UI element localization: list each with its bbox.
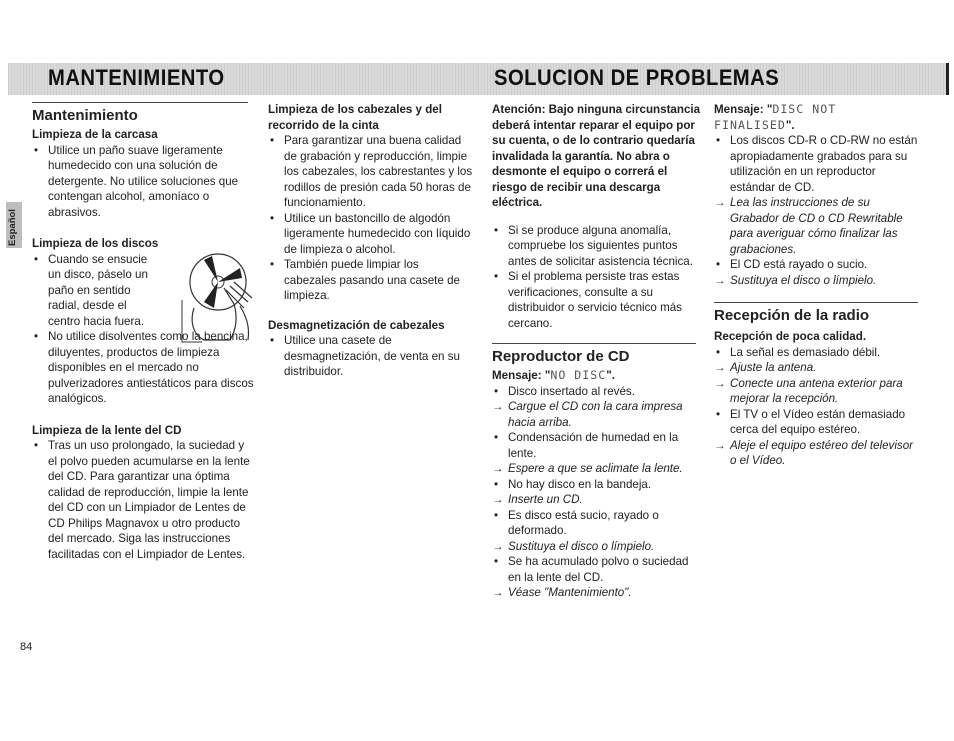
subheading-poor-reception: Recepción de poca calidad. — [714, 330, 867, 343]
header-title-maintenance: MANTENIMIENTO — [48, 65, 225, 90]
column-maintenance — [32, 102, 254, 562]
list-item: • Los discos CD-R o CD-RW no están apropiadamente grabados para su utilización en un reproductor estándar de CD. — [714, 133, 922, 195]
list-item: • No hay disco en la bandeja. — [492, 477, 702, 493]
list-item: • Tras un uso prolongado, la suciedad y el polvo pueden acumularse en la lente del CD. Para garantizar una óptima calidad de reproducción, limpie la lente del CD con un Limpiador de Lentes de CD Philips Magnavox u otro producto del mercado. Siga las instrucciones facilitadas con el Limpiador de Lentes. — [32, 438, 254, 562]
solution-item — [492, 539, 702, 555]
language-tab — [6, 202, 22, 248]
list-item: • El CD está rayado o sucio. — [714, 257, 922, 273]
page-number: 84 — [20, 641, 33, 653]
arrow-icon: → — [492, 462, 504, 475]
solution-text: Sustituya el disco o límpielo. — [730, 273, 877, 287]
solution-item — [714, 273, 922, 289]
heading-rule — [32, 102, 248, 103]
section-header-maintenance — [8, 63, 478, 95]
column-tape-heads — [268, 102, 473, 380]
heading-cd-player: Reproductor de CD — [492, 348, 630, 365]
list-item: • La señal es demasiado débil. — [714, 345, 922, 361]
arrow-icon: → — [714, 438, 726, 452]
subheading-tape-heads: Limpieza de los cabezales y del recorrido de la cinta — [268, 103, 442, 132]
message-label: Mensaje: " — [714, 103, 773, 116]
solution-text: Véase "Mantenimiento". — [508, 586, 632, 599]
message-end: ". — [606, 369, 615, 382]
list-item: • Condensación de humedad en la lente. — [492, 430, 702, 461]
heading-rule — [492, 343, 696, 344]
arrow-icon: → — [492, 539, 504, 553]
solution-item — [492, 492, 702, 508]
solution-text: Aleje el equipo estéreo del televisor o el Vídeo. — [730, 438, 914, 467]
list-item: • Cuando se ensucie un disco, páselo un paño en sentido radial, desde el centro hacia fuera. — [32, 252, 162, 330]
solution-text: Espere a que se aclimate la lente. — [508, 462, 683, 475]
heading-radio-reception: Recepción de la radio — [714, 307, 870, 324]
solution-text: Conecte una antena exterior para mejorar la recepción. — [730, 376, 903, 405]
list-discs-2 — [32, 329, 254, 407]
list-item: • Utilice un paño suave ligeramente humedecido con una solución de detergente. No utilice soluciones que contengan alcohol, amoníaco o abrasivos. — [32, 143, 254, 221]
list-item: • Utilice un bastoncillo de algodón ligeramente humedecido con líquido de limpieza o alcohol. — [268, 211, 473, 258]
solution-item — [492, 585, 702, 601]
list-cd-problems — [492, 430, 702, 461]
solution-item — [714, 438, 922, 469]
arrow-icon: → — [492, 586, 504, 599]
list-item: • Para garantizar una buena calidad de grabación y reproducción, limpie los cabezales, los cabrestantes y los rodillos de presión cada 50 horas de funcionamiento. — [268, 133, 473, 211]
solution-text: Lea las instrucciones de su Grabador de CD o CD Rewritable para averiguar cómo finalizar las grabaciones. — [730, 196, 903, 256]
warning-text: Atención: Bajo ninguna circunstancia deberá intentar reparar el equipo por su cuenta, o de lo contrario quedaría invalidada la garantía. No abra o desmonte el equipo o correrá el riesgo de recibir una descarga eléctrica. — [492, 103, 701, 209]
solution-item — [492, 461, 702, 477]
list-demagnetize — [268, 333, 473, 380]
list-cd-lens — [32, 438, 254, 562]
list-cd-problems — [492, 384, 702, 400]
subheading-housing: Limpieza de la carcasa — [32, 128, 158, 141]
list-housing — [32, 143, 254, 221]
list-item: • Utilice una casete de desmagnetización, de venta en su distribuidor. — [268, 333, 473, 380]
list-radio-problems — [714, 407, 922, 438]
message-label: Mensaje: " — [492, 369, 551, 382]
message-no-disc — [492, 368, 702, 384]
arrow-icon: → — [714, 196, 726, 209]
list-finalise-problems — [714, 133, 922, 195]
header-title-troubleshooting: SOLUCION DE PROBLEMAS — [494, 65, 780, 90]
list-cd-problems — [492, 477, 702, 493]
list-tape-heads — [268, 133, 473, 304]
arrow-icon: → — [492, 493, 504, 506]
message-end: ". — [785, 118, 795, 132]
solution-item — [714, 195, 922, 257]
column-troubleshooting-cd — [492, 102, 702, 601]
arrow-icon: → — [714, 361, 726, 374]
column-troubleshooting-radio — [714, 102, 922, 469]
subheading-discs: Limpieza de los discos — [32, 237, 159, 250]
list-finalise-problems — [714, 257, 922, 273]
list-item: • No utilice disolventes como la bencina, diluyentes, productos de limpieza disponibles en el mercado no pulverizadores antiestáticos para discos analógicos. — [32, 329, 254, 407]
arrow-icon: → — [492, 400, 504, 413]
message-display-value: NO DISC — [550, 368, 607, 382]
message-display-value: DISC NOT FINALISED — [714, 102, 837, 132]
list-item: • También puede limpiar los cabezales pasando una casete de limpieza. — [268, 257, 473, 304]
message-disc-not-finalised — [714, 102, 922, 133]
solution-item — [714, 376, 922, 407]
list-item: • Disco insertado al revés. — [492, 384, 702, 400]
list-intro — [492, 223, 702, 332]
solution-text: Inserte un CD. — [508, 493, 583, 506]
solution-text: Cargue el CD con la cara impresa hacia arriba. — [508, 400, 683, 429]
list-item: • Es disco está sucio, rayado o deformado. — [492, 508, 702, 539]
solution-item — [492, 399, 702, 430]
list-item: • Se ha acumulado polvo o suciedad en la lente del CD. — [492, 554, 702, 585]
list-item: • Si el problema persiste tras estas verificaciones, consulte a su distribuidor o servicio técnico más cercano. — [492, 269, 702, 331]
heading-mantenimiento: Mantenimiento — [32, 107, 138, 124]
heading-rule — [714, 302, 918, 303]
solution-item — [714, 360, 922, 376]
subheading-demagnetize: Desmagnetización de cabezales — [268, 318, 445, 332]
list-item: • Si se produce alguna anomalía, compruebe los siguientes puntos antes de solicitar asistencia técnica. — [492, 223, 702, 270]
arrow-icon: → — [714, 273, 726, 287]
arrow-icon: → — [714, 376, 726, 390]
list-item: • El TV o el Vídeo están demasiado cerca del equipo estéreo. — [714, 407, 922, 438]
solution-text: Sustituya el disco o límpielo. — [508, 539, 655, 553]
list-discs — [32, 252, 162, 330]
subheading-cd-lens: Limpieza de la lente del CD — [32, 423, 182, 437]
section-header-troubleshooting — [478, 63, 949, 95]
solution-text: Ajuste la antena. — [730, 361, 817, 374]
list-cd-problems — [492, 508, 702, 539]
language-tab-label: Español — [7, 209, 18, 246]
list-radio-problems — [714, 345, 922, 361]
list-cd-problems — [492, 554, 702, 585]
